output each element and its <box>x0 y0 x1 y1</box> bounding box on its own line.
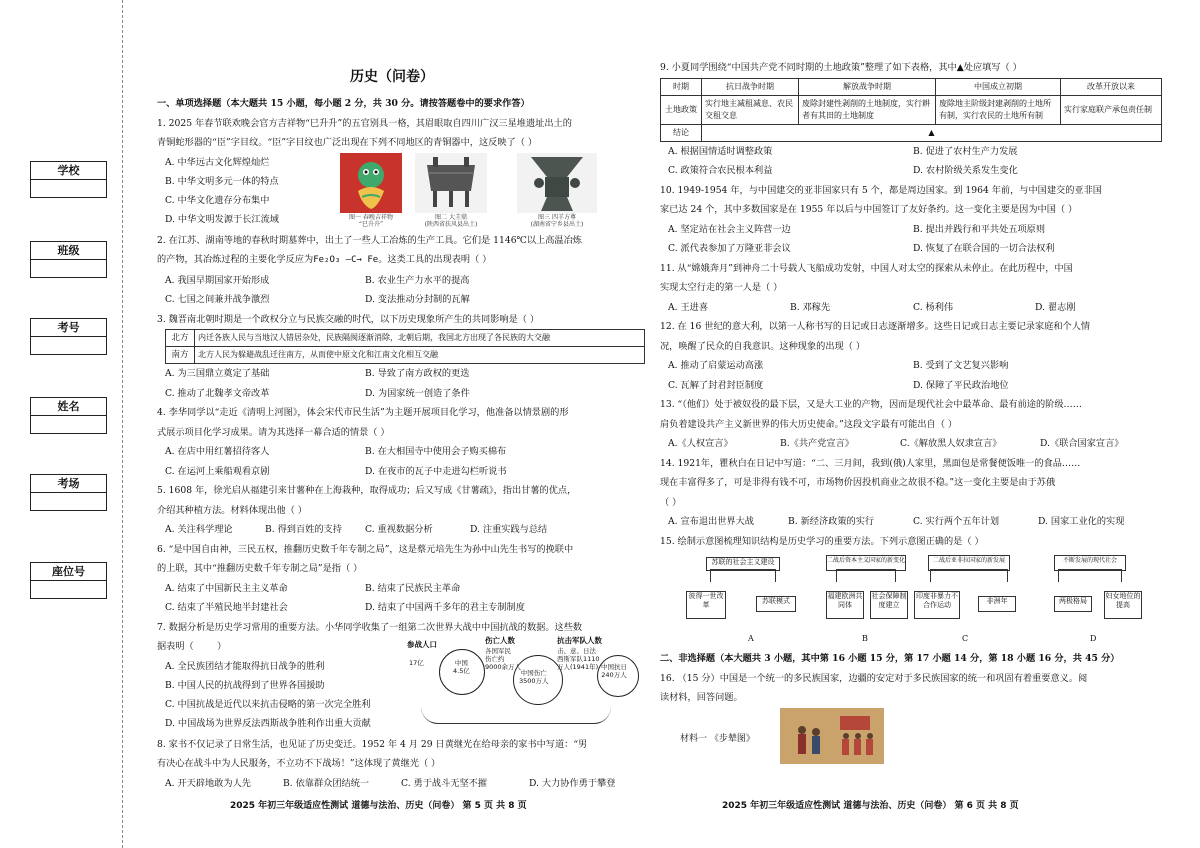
q7-h2: 伤亡人数 <box>485 635 515 645</box>
q1-stem-2: 青铜蛇形器的“臣”字目纹。“臣”字目纹也广泛出现在下列不同地区的青铜器中，这反映了（ ） <box>157 137 538 148</box>
exam-room-field[interactable] <box>30 492 107 511</box>
q9-header-0: 时期 <box>661 78 702 95</box>
q4-option-a[interactable]: A. 在店中用红薯招待客人 <box>165 446 270 457</box>
q6-option-d[interactable]: D. 结束了中国两千多年的君主专制制度 <box>365 602 525 613</box>
q6-options-row2 <box>157 598 647 618</box>
q7-h1: 参战人口 <box>407 639 437 649</box>
q3-north-label: 北方 <box>166 330 195 347</box>
q5-option-c[interactable]: C. 重视数据分析 <box>365 524 433 535</box>
exam-number-field-group <box>30 318 107 355</box>
q8-option-b[interactable]: B. 依靠群众团结统一 <box>283 777 370 789</box>
q9-option-b[interactable]: B. 促进了农村生产力发展 <box>913 145 1018 157</box>
q9-conclusion-label: 结论 <box>661 124 702 141</box>
q9-options-row2 <box>660 161 1165 181</box>
q15-diagrams <box>660 551 1165 649</box>
q13-stem-1: 13. “（他们）处于被奴役的最下层，又是大工业的产物，因而是现代社会中最革命、最有前途的阶级…… <box>660 399 1082 410</box>
q15-c-top: 二战后亚非拉国家的新发展 <box>928 555 1010 571</box>
q12-option-b[interactable]: B. 受到了文艺复兴影响 <box>913 360 1009 371</box>
q15-b-top: 二战后资本主义国家的新变化 <box>826 555 906 571</box>
q16-material <box>660 708 1165 768</box>
q13-option-c[interactable]: C.《解放黑人奴隶宣言》 <box>900 438 1002 449</box>
q14-option-a[interactable]: A. 宣布退出世界大战 <box>668 516 754 527</box>
q7-h3-value: 击、意、日法 西斯军队1110 万人(1941年) <box>557 646 600 671</box>
q2-option-d[interactable]: D. 变法推动分封制的瓦解 <box>365 294 470 305</box>
q3-table <box>165 329 645 364</box>
q9-options-row1 <box>660 142 1165 162</box>
q4-option-d[interactable]: D. 在夜市的瓦子中走进勾栏听说书 <box>365 465 507 477</box>
mascot-image <box>340 153 402 213</box>
q11-option-d[interactable]: D. 翟志刚 <box>1035 301 1076 313</box>
q9-header-1: 抗日战争时期 <box>702 78 799 95</box>
q12-option-c[interactable]: C. 瓦解了封君封臣制度 <box>668 379 764 391</box>
q15-label-a[interactable]: A <box>748 634 754 643</box>
q7-option-a[interactable]: A. 全民族团结才能取得抗日战争的胜利 <box>165 660 325 672</box>
q9-conclusion-row <box>661 124 1162 141</box>
q1-option-d[interactable]: D. 中华文明发源于长江流域 <box>165 213 279 225</box>
q14-option-b[interactable]: B. 新经济政策的实行 <box>788 516 875 527</box>
class-field[interactable] <box>30 259 107 278</box>
page-title: 历史（问卷） <box>350 69 434 85</box>
q4-stem-1: 4. 李华同学以“走近《清明上河图》，体会宋代市民生活”为主题开展项目化学习，他准备以情景剧的形 <box>157 407 569 418</box>
q9-cell-1: 实行地主减租减息、农民交租交息 <box>702 95 799 124</box>
ding-caption: 图二 大圭鼎 (陕西省扶风县出土) <box>424 213 478 228</box>
school-field-group <box>30 161 107 198</box>
q8-option-a[interactable]: A. 开天辟地敢为人先 <box>165 777 251 789</box>
q8-options <box>157 774 647 794</box>
exam-room-field-group <box>30 474 107 511</box>
q8-option-c[interactable]: C. 勇于战斗无坚不摧 <box>401 777 488 789</box>
name-field-group <box>30 397 107 434</box>
q13-option-d[interactable]: D.《联合国家宣言》 <box>1040 438 1124 449</box>
q3-stem: 3. 魏晋南北朝时期是一个政权分立与民族交融的时代，以下历史现象所产生的共同影响是（ ） <box>157 313 540 325</box>
q15-b-connector <box>836 569 896 582</box>
name-label: 姓名 <box>30 397 107 415</box>
q4-option-b[interactable]: B. 在大相国寺中使用会子购买棉布 <box>365 446 507 457</box>
q9-table <box>660 78 1162 142</box>
school-field[interactable] <box>30 179 107 198</box>
q6-stem-1: 6. “是中国自由神，三民五权，推翻历史数千年专制之局”，这是蔡元培先生为孙中山先生书写的挽联中 <box>157 543 574 555</box>
q9-conclusion: ▲ <box>702 124 1162 141</box>
q15-d-left: 两极格局 <box>1054 596 1092 612</box>
seat-number-field[interactable] <box>30 580 107 599</box>
q5-options <box>157 520 647 540</box>
q11-option-a[interactable]: A. 王进喜 <box>668 301 709 313</box>
q7-pie3-label: 中国抗日 240万人 <box>601 662 627 679</box>
q12-options-row1 <box>660 356 1165 376</box>
q7-h1-value: 17亿 <box>409 658 424 667</box>
q15-b-right: 社会保障制度建立 <box>870 591 908 619</box>
class-label: 班级 <box>30 241 107 259</box>
q15-d-right: 妇女地位的提高 <box>1104 591 1142 619</box>
q14-option-d[interactable]: D. 国家工业化的实现 <box>1038 516 1125 527</box>
q2-stem-3: 。这类工具的出现表明（ ） <box>378 254 492 265</box>
q7-h2-value: 各国军民 伤亡约 9000余万人 <box>485 646 522 671</box>
q11-stem-2: 实现太空行走的第一人是（ ） <box>660 282 783 293</box>
q7-stem-2: 据表明（ ） <box>157 641 227 652</box>
q15-a-top: 苏联的社会主义建设 <box>706 557 780 571</box>
q15-c-right: 非洲年 <box>978 596 1016 612</box>
q15-a-right: 苏联模式 <box>756 596 796 612</box>
q10-stem-1: 10. 1949-1954 年，与中国建交的亚非国家只有 5 个，都是周边国家。到 1964 年前，与中国建交的亚非国 <box>660 184 1102 196</box>
q9-header-2: 解放战争时期 <box>799 78 936 95</box>
q13-option-a[interactable]: A.《人权宣言》 <box>668 438 733 449</box>
q7-pie2-label: 中国伤亡 3500万人 <box>519 668 549 685</box>
q15-d-top: 不断发展的现代社会 <box>1054 555 1126 571</box>
q12-stem-1: 12. 在 16 世纪的意大利，以第一人称书写的日记或日志逐渐增多。这些日记或日志主要记录家庭和个人情 <box>660 321 1091 332</box>
q9-header-3: 中国成立初期 <box>936 78 1061 95</box>
q9-header-4: 改革开放以来 <box>1061 78 1162 95</box>
q5-stem-1: 5. 1608 年，徐光启从福建引来甘薯种在上海栽种，取得成功；后又写成《甘薯疏》，指出甘薯的优点， <box>157 485 577 496</box>
q2-options-row2 <box>157 290 647 310</box>
q3-options-row1 <box>157 364 647 384</box>
class-field-group <box>30 241 107 278</box>
q15-c-left: 印度非暴力不合作运动 <box>914 591 960 619</box>
q12-option-d[interactable]: D. 保障了平民政治地位 <box>913 379 1009 391</box>
q2-option-a[interactable]: A. 我国早期国家开始形成 <box>165 274 270 286</box>
q15-b-left: 福建欧洲共同体 <box>826 591 864 619</box>
q10-option-d[interactable]: D. 恢复了在联合国的一切合法权利 <box>913 243 1055 254</box>
zun-caption: 图三 四羊方尊 (湖南省宁乡县出土) <box>530 213 584 228</box>
q4-stem-2: 式展示项目化学习成果。请为其选择一幕合适的情景（ ） <box>157 426 390 438</box>
q3-row-south <box>166 347 645 364</box>
q11-option-c[interactable]: C. 杨利伟 <box>913 301 954 313</box>
binding-line <box>122 0 123 848</box>
q15-label-d[interactable]: D <box>1090 634 1097 643</box>
q15-a-connector <box>710 569 776 582</box>
q16-material-label: 材料一 《步辇图》 <box>680 733 755 744</box>
q3-options-row2 <box>157 384 647 404</box>
exam-number-label: 考号 <box>30 318 107 336</box>
q3-option-d[interactable]: D. 为国家统一创造了条件 <box>365 387 470 399</box>
q16-stem-1: 16. （15 分）中国是一个统一的多民族国家，边疆的安定对于多民族国家的统一和巩固有着重要意义。阅 <box>660 672 1088 684</box>
q12-options-row2 <box>660 376 1165 396</box>
seat-number-field-group <box>30 562 107 599</box>
q15-stem: 15. 绘制示意图梳理知识结构是历史学习的重要方法。下列示意图正确的是（ ） <box>660 535 984 547</box>
q2-stem-2-line <box>157 250 647 271</box>
q6-option-a[interactable]: A. 结束了中国新民主主义革命 <box>165 582 288 594</box>
q1-stem-1: 1. 2025 年春节联欢晚会官方吉祥物“巳升升”的五官别具一格，其眉眼取自四川广汉三星堆遗址出土的 <box>157 117 572 129</box>
q7-stem-1: 7. 数据分析是历史学习常用的重要方法。小华同学收集了一组第二次世界大战中中国抗战的数据。这些数 <box>157 621 583 633</box>
q3-option-a[interactable]: A. 为三国鼎立奠定了基础 <box>165 368 270 379</box>
q9-option-c[interactable]: C. 政策符合农民根本利益 <box>668 165 773 176</box>
q9-option-d[interactable]: D. 农村阶级关系发生变化 <box>913 165 1018 176</box>
q2-stem-1: 2. 在江苏、湖南等地的春秋时期墓葬中，出土了一些人工冶炼的生产工具。它们是 1146℃以上高温冶炼 <box>157 234 582 246</box>
q9-policy-row <box>661 95 1162 124</box>
q6-options-row1 <box>157 579 647 599</box>
q4-options-row1 <box>157 442 647 462</box>
q12-option-a[interactable]: A. 推动了启蒙运动高涨 <box>668 360 764 371</box>
q10-option-a[interactable]: A. 坚定站在社会主义阵营一边 <box>668 223 791 235</box>
q14-stem-1: 14. 1921年，瞿秋白在日记中写道：“二、三月间，我到(俄)人家里，黑面包是常餐便饭唯一的食品…… <box>660 457 1081 469</box>
q8-option-d[interactable]: D. 大力协作勇于攀登 <box>529 777 616 789</box>
q9-header-row <box>661 78 1162 95</box>
q10-stem-2: 家已达 24 个，其中多数国家是在 1955 年以后与中国签订了友好条约。这一变化主要是因为中国（ ） <box>660 204 1078 215</box>
q10-options-row1 <box>660 220 1165 240</box>
q3-south-text: 北方人民为躲避战乱迁往南方，从而使中原文化和江南文化相互交融 <box>195 347 645 364</box>
q1-option-c[interactable]: C. 中华文化遗存分布集中 <box>165 194 270 206</box>
q13-options <box>660 434 1165 454</box>
q5-option-a[interactable]: A. 关注科学理论 <box>165 524 233 535</box>
q4-options-row2 <box>157 462 647 482</box>
q2-stem-2: 的产物，其冶炼过程的主要化学反应为 <box>157 254 314 265</box>
q11-option-b[interactable]: B. 邓稼先 <box>790 301 831 313</box>
q7-figure <box>407 637 639 731</box>
q6-stem-2: 的上联，其中“推翻历史数千年专制之局”是指（ ） <box>157 563 363 574</box>
section1-heading: 一、单项选择题（本大题共 15 小题，每小题 2 分，共 30 分。请按答题卷中的要求作答） <box>157 98 530 109</box>
q2-option-b[interactable]: B. 农业生产力水平的提高 <box>365 274 470 286</box>
q7-h3: 抗击军队人数 <box>557 635 602 645</box>
q15-label-c[interactable]: C <box>962 634 969 643</box>
q5-option-d[interactable]: D. 注重实践与总结 <box>470 524 548 535</box>
zun-image <box>517 153 597 213</box>
q9-option-a[interactable]: A. 根据国情适时调整政策 <box>668 145 773 157</box>
q4-option-c[interactable]: C. 在运河上乘船观看京剧 <box>165 465 270 477</box>
q15-c-connector <box>930 569 1008 582</box>
q5-option-b[interactable]: B. 得到百姓的支持 <box>265 524 342 535</box>
q8-stem-2: 有决心在战斗中为人民服务，不立功不下战场！”这体现了黄继光（ ） <box>157 758 441 769</box>
q3-north-text: 内迁各族人民与当地汉人错居杂处，民族隔阂逐渐消除，北朝后期，我国北方出现了各民族的大交融 <box>195 330 645 347</box>
q9-cell-2: 废除封建性剥削的土地制度，实行耕者有其田的土地制度 <box>799 95 936 124</box>
q6-option-b[interactable]: B. 结束了民族民主革命 <box>365 582 461 594</box>
q9-row-label: 土地政策 <box>661 95 702 124</box>
q7-option-c[interactable]: C. 中国抗战是近代以来抗击侵略的第一次完全胜利 <box>165 698 371 710</box>
q12-stem-2: 况，唤醒了民众的自我意识。这种现象的出现（ ） <box>660 340 866 352</box>
q9-cell-4: 实行家庭联产承包责任制 <box>1061 95 1162 124</box>
q14-option-c[interactable]: C. 实行两个五年计划 <box>913 516 1000 527</box>
q10-options-row2 <box>660 239 1165 259</box>
buni-painting <box>780 708 884 764</box>
left-column <box>157 94 647 793</box>
q3-option-c[interactable]: C. 推动了北魏孝文帝改革 <box>165 387 270 399</box>
q2-options-row1 <box>157 271 647 291</box>
q9-cell-3: 废除地主阶级封建剥削的土地所有制，实行农民的土地所有制 <box>936 95 1061 124</box>
q7-option-b[interactable]: B. 中国人民的抗战得到了世界各国援助 <box>165 679 325 691</box>
exam-number-field[interactable] <box>30 336 107 355</box>
q13-stem-2: 肩负着建设共产主义新世界的伟大历史使命。”这段文字最有可能出自（ ） <box>660 418 958 430</box>
q14-stem-2: 现在丰富得多了，可是非得有钱不可，市场物价因投机商业之故很不稳。”这一变化主要是由于苏俄 <box>660 477 1056 488</box>
q7-pie1-label: 中国 4.5亿 <box>453 658 470 675</box>
q15-d-connector <box>1058 569 1122 582</box>
q2-formula: Fe₂O₃ —C→ Fe <box>313 255 379 265</box>
q13-option-b[interactable]: B.《共产党宣言》 <box>780 438 854 449</box>
right-column <box>660 58 1165 768</box>
q15-label-b[interactable]: B <box>862 634 868 643</box>
q3-option-b[interactable]: B. 导致了南方政权的更迭 <box>365 368 470 379</box>
q3-south-label: 南方 <box>166 347 195 364</box>
q11-options <box>660 298 1165 318</box>
q1-option-b[interactable]: B. 中华文明多元一体的特点 <box>165 175 279 187</box>
q7-option-d[interactable]: D. 中国战场为世界反法西斯战争胜利作出重大贡献 <box>165 717 371 729</box>
name-field[interactable] <box>30 415 107 434</box>
q16-stem-2: 读材料，回答问题。 <box>660 692 743 703</box>
school-label: 学校 <box>30 161 107 179</box>
left-page-footer: 2025 年初三年级适应性测试 道德与法治、历史（问卷） 第 5 页 共 8 页 <box>230 801 527 811</box>
q8-stem-1: 8. 家书不仅记录了日常生活，也见证了历史变迁。1952 年 4 月 29 日黄继光在给母亲的家书中写道：“男 <box>157 738 588 750</box>
exam-room-label: 考场 <box>30 474 107 492</box>
q14-stem-3: （ ） <box>660 496 682 508</box>
q15-a-left: 彼得一世改革 <box>686 591 726 619</box>
q7-base-curve <box>421 707 611 724</box>
q10-option-c[interactable]: C. 派代表参加了万隆亚非会议 <box>668 243 791 254</box>
ding-image <box>415 153 487 213</box>
q11-stem-1: 11. 从“嫦娥奔月”到神舟二十号载人飞船成功发射，中国人对太空的探索从未停止。在此历程中，中国 <box>660 262 1073 274</box>
mascot-caption: 图一 春晚吉祥物 “巳升升” <box>349 213 393 228</box>
section2-heading: 二、非选择题（本大题共 3 小题，其中第 16 小题 15 分，第 17 小题 14 分，第 18 小题 16 分，共 45 分） <box>660 653 1120 664</box>
q1-option-a[interactable]: A. 中华远古文化辉煌灿烂 <box>165 156 270 168</box>
q14-options <box>660 512 1165 532</box>
q2-option-c[interactable]: C. 七国之间兼并战争激烈 <box>165 294 270 305</box>
q5-stem-2: 介绍其种植方法。材料体现出他（ ） <box>157 504 307 516</box>
q3-row-north <box>166 330 645 347</box>
right-page-footer: 2025 年初三年级适应性测试 道德与法治、历史（问卷） 第 6 页 共 8 页 <box>722 801 1019 811</box>
q6-option-c[interactable]: C. 结束了半殖民地半封建社会 <box>165 602 288 613</box>
q9-stem: 9. 小夏同学围绕“中国共产党不同时期的土地政策”整理了如下表格，其中▲处应填写（ ） <box>660 62 1022 73</box>
seat-number-label: 座位号 <box>30 562 107 580</box>
q10-option-b[interactable]: B. 提出并践行和平共处五项原则 <box>913 223 1046 235</box>
